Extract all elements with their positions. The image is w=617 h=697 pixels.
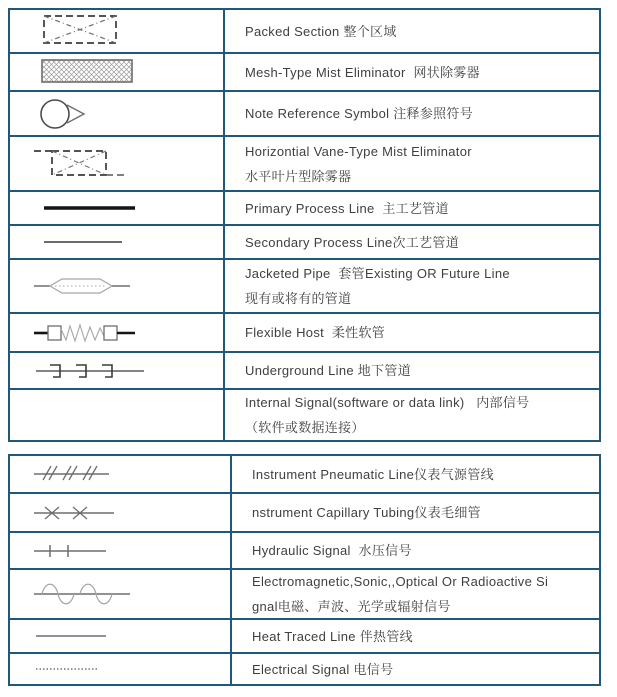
legend-row [10, 390, 599, 440]
description-text: 水平叶片型除雾器 [245, 168, 352, 184]
description-text: Electrical Signal 电信号 [252, 661, 394, 677]
legend-row [10, 654, 599, 684]
description-cell [232, 533, 599, 568]
legend-table-equipment [8, 8, 601, 442]
description-text: Mesh-Type Mist Eliminator 网状除雾器 [245, 64, 480, 80]
description-text: Electromagnetic,Sonic,,Optical Or Radioactive Si [252, 574, 549, 589]
description-text: Horizontial Vane-Type Mist Eliminator [245, 143, 472, 159]
description-text: （软件或数据连接） [245, 420, 365, 435]
description-cell [225, 226, 599, 258]
blank-symbol [10, 390, 225, 440]
description-cell [225, 92, 599, 135]
description-text: Jacketed Pipe 套管Existing OR Future Line [245, 266, 510, 281]
legend-row [10, 494, 599, 533]
jacketed-pipe-symbol [10, 260, 225, 312]
legend-row [10, 137, 599, 192]
description-cell [232, 654, 599, 684]
legend-row [10, 192, 599, 226]
description-cell [232, 620, 599, 652]
description-cell [225, 10, 599, 52]
legend-row [10, 260, 599, 314]
description-text: Hydraulic Signal 水压信号 [252, 543, 412, 558]
electrical-signal-symbol [10, 654, 232, 684]
description-text: gnal电磁、声波、光学或辐射信号 [252, 599, 451, 614]
legend-row [10, 570, 599, 620]
packed-section-symbol [10, 10, 225, 52]
description-cell [225, 137, 599, 190]
description-cell [225, 390, 599, 440]
description-text: Heat Traced Line 伴热管线 [252, 628, 413, 644]
description-cell [232, 570, 599, 618]
legend-row [10, 353, 599, 390]
primary-process-line-symbol [10, 192, 225, 224]
description-text: Packed Section 整个区域 [245, 23, 397, 39]
description-text: Primary Process Line 主工艺管道 [245, 200, 449, 216]
instrument-pneumatic-line-symbol [10, 456, 232, 492]
description-cell [225, 54, 599, 90]
legend-row [10, 92, 599, 137]
flexible-host-symbol [10, 314, 225, 351]
description-cell [232, 494, 599, 531]
underground-line-symbol [10, 353, 225, 388]
description-text: Flexible Host 柔性软管 [245, 325, 386, 340]
description-text: Internal Signal(software or data link) 内部信号 [245, 395, 530, 410]
heat-traced-line-symbol [10, 620, 232, 652]
description-text: Note Reference Symbol 注释参照符号 [245, 106, 474, 121]
description-text: Instrument Pneumatic Line仪表气源管线 [252, 466, 494, 482]
description-text: nstrument Capillary Tubing仪表毛细管 [252, 505, 481, 520]
electromagnetic-signal-symbol [10, 570, 232, 618]
legend-row [10, 456, 599, 494]
horizontal-vane-mist-eliminator-symbol [10, 137, 225, 190]
description-cell [225, 353, 599, 388]
legend-table-signals [8, 454, 601, 686]
legend-row [10, 620, 599, 654]
legend-row [10, 10, 599, 54]
description-text: 现有或将有的管道 [245, 291, 352, 306]
description-text: Secondary Process Line次工艺管道 [245, 234, 460, 250]
legend-row [10, 226, 599, 260]
legend-row [10, 54, 599, 92]
description-cell [232, 456, 599, 492]
legend-row [10, 314, 599, 353]
description-text: Underground Line 地下管道 [245, 363, 411, 378]
description-cell [225, 192, 599, 224]
description-cell [225, 314, 599, 351]
note-reference-symbol [10, 92, 225, 135]
description-cell [225, 260, 599, 312]
instrument-capillary-tubing-symbol [10, 494, 232, 531]
secondary-process-line-symbol [10, 226, 225, 258]
mesh-type-mist-eliminator-symbol [10, 54, 225, 90]
hydraulic-signal-symbol [10, 533, 232, 568]
legend-row [10, 533, 599, 570]
